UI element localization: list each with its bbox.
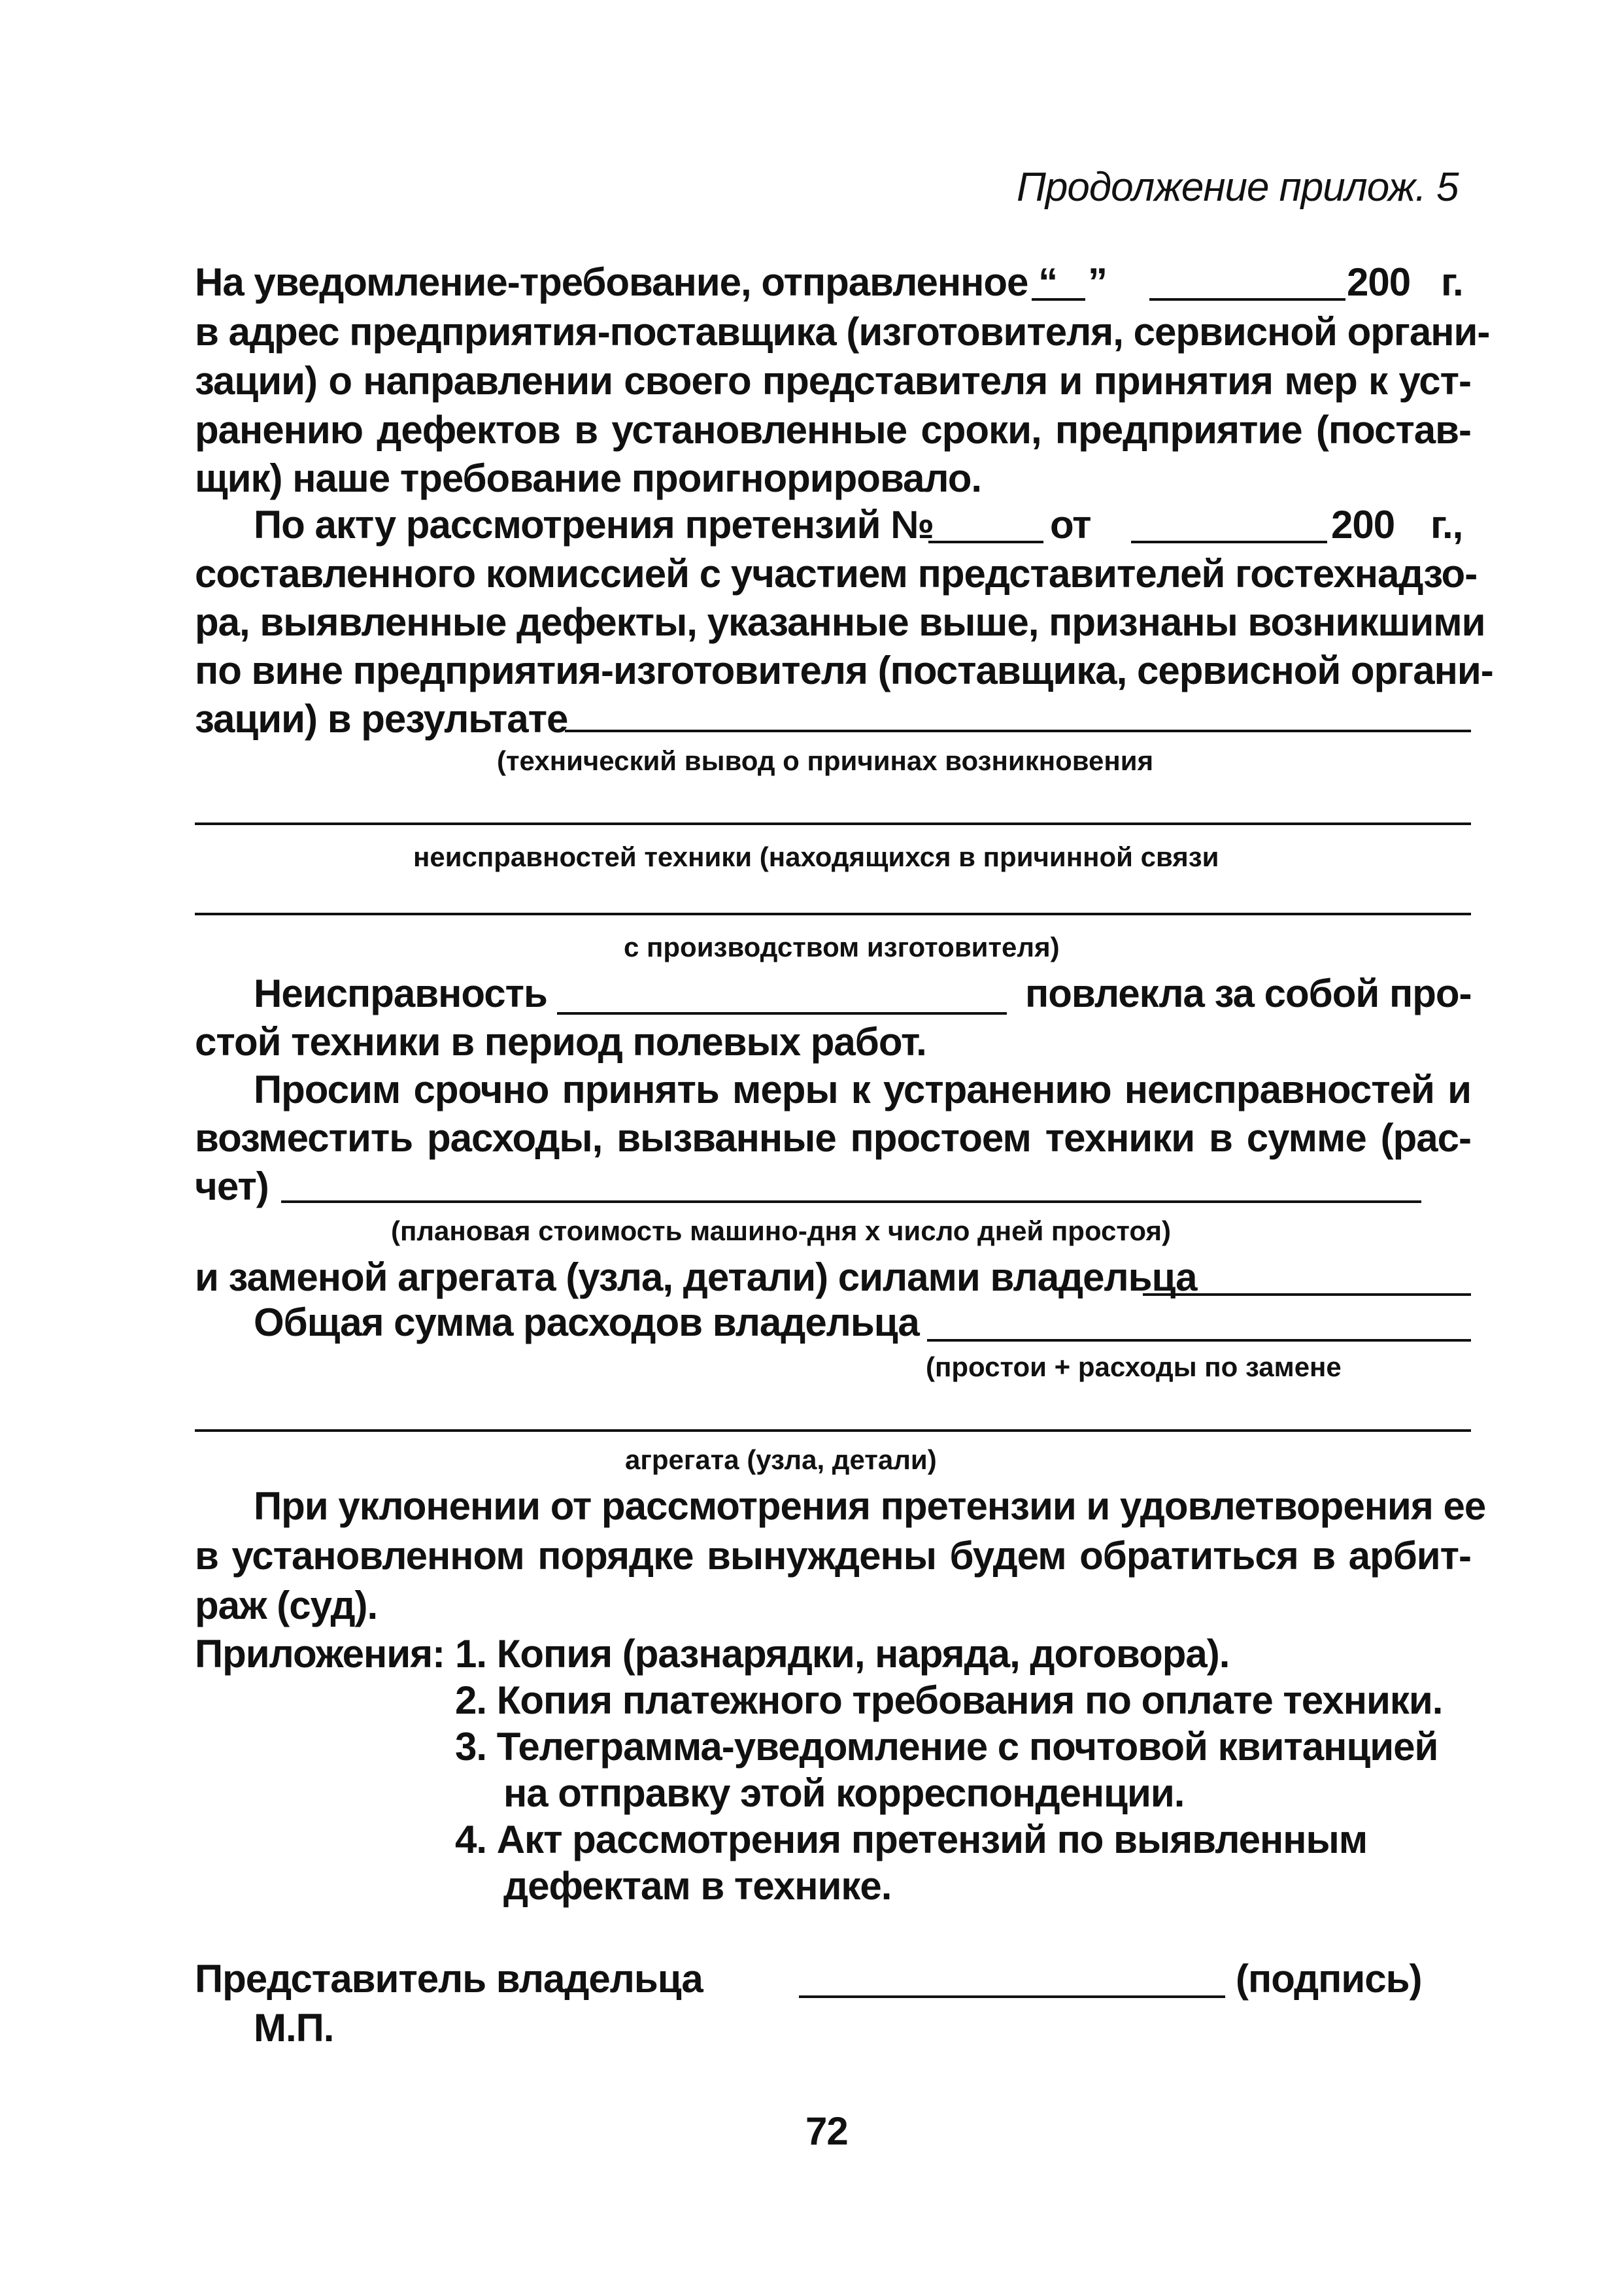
p1-line4: ранению дефектов в установленные сроки, предприятие (постав- (195, 408, 1471, 452)
caption-technical-conclusion: (технический вывод о причинах возникновения (497, 745, 1154, 776)
p1-year: 200 (1347, 260, 1411, 304)
signature-note: (подпись) (1236, 1957, 1422, 2001)
signature-label: Представитель владельца (195, 1957, 703, 2001)
p1-month-blank (1149, 298, 1345, 301)
blank-line-2 (195, 913, 1471, 915)
signature-blank (799, 1995, 1225, 1998)
caption-idle-replacement: (простои + расходы по замене (926, 1351, 1342, 1382)
p2-date-blank (1131, 541, 1327, 543)
p6-line2: в установленном порядке вынуждены будем обратиться в арбит- (195, 1534, 1471, 1578)
stamp-mark: М.П. (254, 2006, 334, 2050)
caption-cost-calculation: (плановая стоимость машино-дня х число дней простоя) (391, 1215, 1172, 1246)
p2-line3: ра, выявленные дефекты, указанные выше, признаны возникшими (195, 600, 1485, 644)
p4-line2: возместить расходы, вызванные простоем техники в сумме (рас- (195, 1116, 1471, 1160)
attachment-item-3: 3. Телеграмма-уведомление с почтовой квитанцией (455, 1725, 1438, 1769)
attachment-item-2: 2. Копия платежного требования по оплате техники. (455, 1678, 1443, 1722)
caption-unit-part: агрегата (узла, детали) (625, 1444, 937, 1475)
p2-line1-start: По акту рассмотрения претензий № (254, 503, 934, 547)
attachment-item-1: 1. Копия (разнарядки, наряда, договора). (455, 1632, 1230, 1676)
appendix-header: Продолжение прилож. 5 (1017, 165, 1459, 210)
p2-line5: зации) в результате (195, 697, 568, 741)
p1-line1-quote: ” (1088, 260, 1107, 304)
p1-year-suffix: г. (1441, 260, 1463, 304)
p4-line1: Просим срочно принять меры к устранению неисправностей и (254, 1068, 1471, 1111)
attachment-item-4: 4. Акт рассмотрения претензий по выявленным (455, 1818, 1368, 1861)
p3-line1-end: повлекла за собой про- (1025, 972, 1472, 1015)
p3-line1-start: Неисправность (254, 972, 547, 1015)
p5-line2: Общая сумма расходов владельца (254, 1300, 919, 1344)
blank-line-1 (195, 822, 1471, 825)
p5-total-blank (927, 1339, 1471, 1342)
p5-replacement-blank (1143, 1293, 1471, 1296)
p2-number-blank (928, 541, 1043, 543)
p2-from: от (1050, 503, 1091, 547)
p2-result-blank (565, 730, 1471, 732)
attachment-item-3-cont: на отправку этой корреспонденции. (503, 1771, 1185, 1815)
caption-malfunctions: неисправностей техники (находящихся в причинной связи (413, 841, 1219, 872)
p6-line1: При уклонении от рассмотрения претензии и удовлетворения ее (254, 1484, 1486, 1528)
p1-line3: зации) о направлении своего представителя и принятия мер к уст- (195, 359, 1471, 403)
caption-manufacturer: с производством изготовителя) (624, 932, 1060, 962)
p1-line5: щик) наше требование проигнорировало. (195, 456, 982, 500)
p1-line1-start: На уведомление-требование, отправленное “ (195, 260, 1058, 304)
attachment-item-4-cont: дефектам в технике. (503, 1864, 892, 1908)
p2-line4: по вине предприятия-изготовителя (поставщика, сервисной органи- (195, 649, 1493, 692)
p4-calculation-blank (281, 1200, 1421, 1203)
p2-year: 200 (1331, 503, 1395, 547)
p3-line2: стой техники в период полевых работ. (195, 1020, 926, 1064)
p3-malfunction-blank (557, 1012, 1007, 1015)
p4-line3: чет) (195, 1164, 269, 1208)
p2-year-suffix: г., (1430, 503, 1463, 547)
page-number: 72 (805, 2109, 848, 2153)
p6-line3: раж (суд). (195, 1584, 378, 1627)
p1-day-blank (1032, 298, 1085, 301)
p5-line1: и заменой агрегата (узла, детали) силами владельца (195, 1255, 1197, 1299)
p1-line2: в адрес предприятия-поставщика (изготовителя, сервисной органи- (195, 310, 1490, 354)
blank-line-3 (195, 1429, 1471, 1432)
attachments-label: Приложения: (195, 1632, 445, 1676)
p2-line2: составленного комиссией с участием представителей гостехнадзо- (195, 552, 1478, 596)
